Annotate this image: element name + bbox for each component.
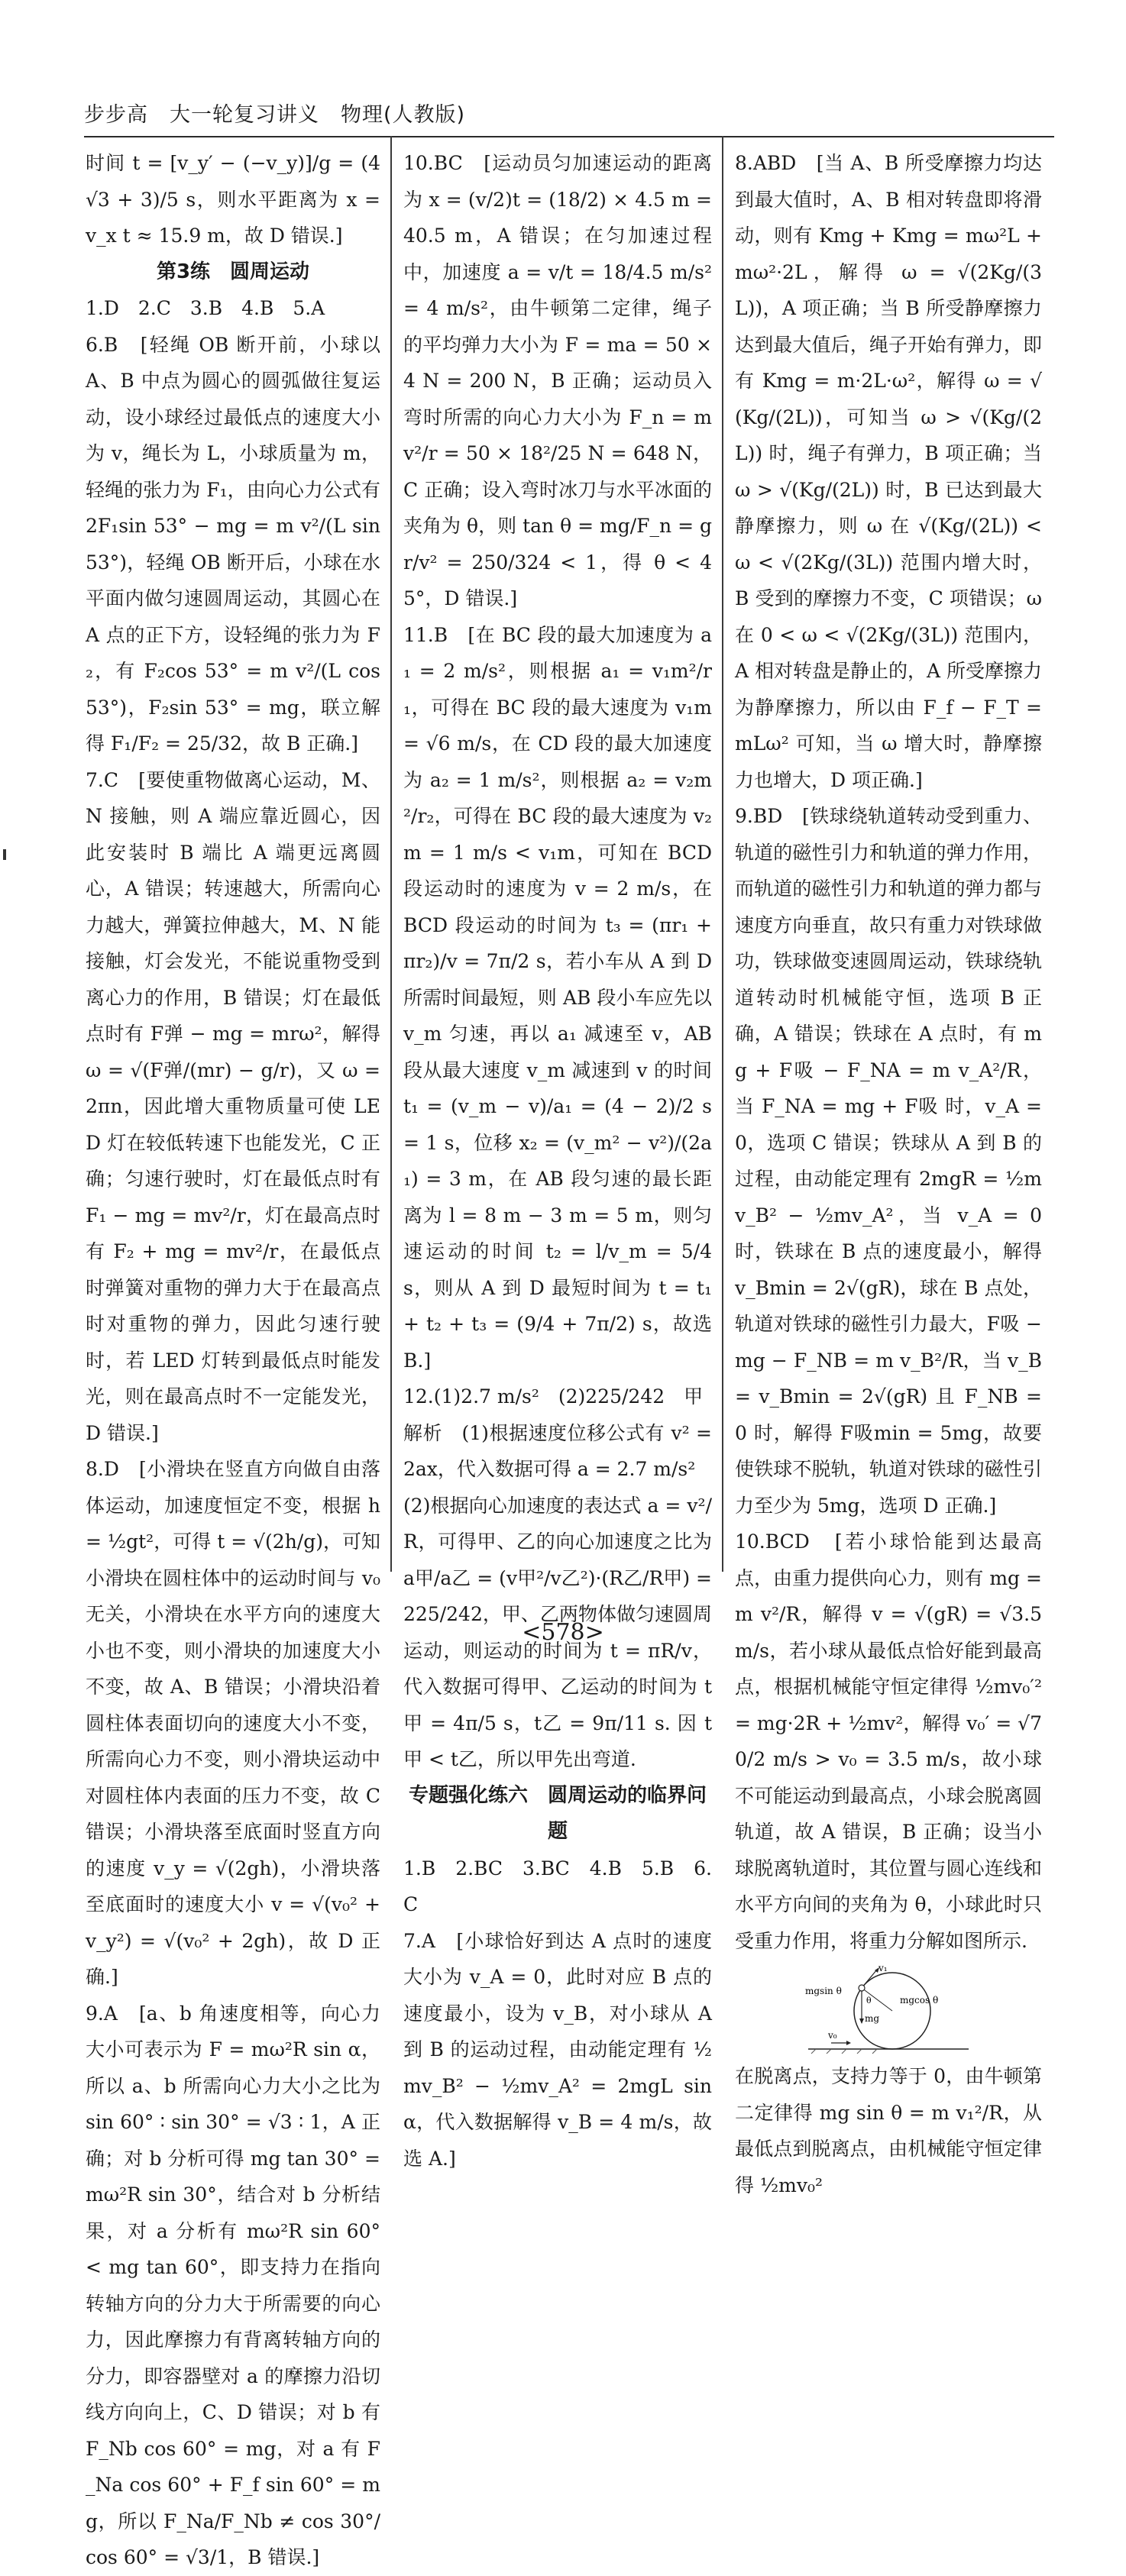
column-divider [390, 136, 392, 1572]
column-divider [722, 136, 723, 1572]
answer-paragraph: 12.(1)2.7 m/s² (2)225/242 甲 [403, 1385, 704, 1408]
answer-paragraph: 11.B [在 BC 段的最大加速度为 a₁ = 2 m/s²，则根据 a₁ = v₁m²/r₁，可得在 BC 段的最大速度为 v₁m = √6 m/s，在 CD 段的最大加速度为 a₂ = 1 m/s²，则根据 a₂ = v₂m²/r₂，可得在 BC 段的最大速度为 v₂m = 1 m/s < v₁m，可知在 BCD 段运动时的速度为 v = 2 m/s，在 BCD 段运动的时间为 t₃ = (πr₁ + πr₂)/v = 7π/2 s，若小车从 A 到 D 所需时间最短，则 AB 段小车应先以 v_m 匀速，再以 a₁ 减速至 v，AB 段从最大速度 v_m 减速到 v 的时间 t₁ = (v_m − v)/a₁ = (4 − 2)/2 s = 1 s，位移 x₂ = (v_m² − v²)/(2a₁) = 3 m，在 AB 段匀速的最长距离为 l = 8 m − 3 m = 5 m，则匀速运动的时间 t₂ = l/v_m = 5/4 s，则从 A 到 D 最短时间为 t = t₁ + t₂ + t₃ = (9/4 + 7π/2) s，故选 B.] [403, 623, 712, 1372]
label-v1: v₁ [878, 1964, 888, 1973]
page-number: <578> [522, 1619, 604, 1646]
section-title: 专题强化练六 圆周运动的临界问题 [408, 1783, 707, 1843]
answer-paragraph: 6.B [轻绳 OB 断开前，小球以 A、B 中点为圆心的圆弧做往复运动，设小球经过最低点的速度大小为 v，绳长为 L，小球质量为 m，轻绳的张力为 F₁，由向心力公式有 2F₁sin 53° − mg = m v²/(L sin 53°)，轻绳 OB 断开后，小球在水平面内做匀速圆周运动，其圆心在 A 点的正下方，设轻绳的张力为 F₂，有 F₂cos 53° = m v²/(L cos 53°)，F₂sin 53° = mg，联立解得 F₁/F₂ = 25/32，故 B 正确.] [86, 333, 380, 755]
label-theta: θ [866, 1996, 872, 2006]
answer-paragraph: 在脱离点，支持力等于 0，由牛顿第二定律得 mg sin θ = m v₁²/R，从最低点到脱离点，由机械能守恒定律得 ½mv₀² [735, 2065, 1042, 2196]
answer-paragraph: 10.BC [运动员匀加速运动的距离为 x = (v/2)t = (18/2) × 4.5 m = 40.5 m，A 错误；在匀加速过程中，加速度 a = v/t = 18/4.5 m/s² = 4 m/s²，由牛顿第二定律，绳子的平均弹力大小为 F = ma = 50 × 4 N = 200 N，B 正确；运动员入弯时所需的向心力大小为 F_n = m v²/r = 50 × 18²/25 N = 648 N，C 正确；设入弯时冰刀与水平冰面的夹角为 θ，则 tan θ = mg/F_n = gr/v² = 250/324 < 1，得 θ < 45°，D 错误.] [403, 152, 712, 609]
answer-paragraph: 7.C [要使重物做离心运动，M、N 接触，则 A 端应靠近圆心，因此安装时 B 端比 A 端更远离圆心，A 错误；转速越大，所需向心力越大，弹簧拉伸越大，M、N 能接触，灯会发光，不能说重物受到离心力的作用，B 错误；灯在最低点时有 F弹 − mg = mrω²，解得 ω = √(F弹/(mr) − g/r)，又 ω = 2πn，因此增大重物质量可使 LED 灯在较低转速下也能发光，C 正确；匀速行驶时，灯在最低点时有 F₁ − mg = mv²/r，灯在最高点时有 F₂ + mg = mv²/r，在最低点时弹簧对重物的弹力大于在最高点时对重物的弹力，因此匀速行驶时，若 LED 灯转到最低点时能发光，则在最高点时不一定能发光，D 错误.] [86, 768, 380, 1444]
initial-velocity-arrowhead [846, 2041, 851, 2045]
section-title: 第3练 圆周运动 [156, 260, 310, 283]
gravity-arrowhead [859, 2018, 864, 2024]
answer-paragraph: 9.A [a、b 角速度相等，向心力大小可表示为 F = mω²R sin α，所以 a、b 所需向心力大小之比为 sin 60° ∶ sin 30° = √3 ∶ 1，A 正确；对 b 分析可得 mg tan 30° = mω²R sin 30°，结合对 b 分析结果，对 a 分析有 mω²R sin 60° < mg tan 60°，即支持力在指向转轴方向的分力大于所需要的向心力，因此摩擦力有背离转轴方向的分力，即容器壁对 a 的摩擦力沿切线方向向上，C、D 错误；对 b 有 F_Nb cos 60° = mg，对 a 有 F_Na cos 60° + F_f sin 60° = mg，所以 F_Na/F_Nb ≠ cos 30°/cos 60° = √3/1，B 错误.] [86, 2002, 380, 2568]
ground-hatching [811, 2049, 877, 2054]
answer-paragraph: 解析 (1)根据速度位移公式有 v² = 2ax，代入数据可得 a = 2.7 m/s² [403, 1421, 712, 1480]
answer-paragraph: 9.BD [铁球绕轨道转动受到重力、轨道的磁性引力和轨道的弹力作用，而轨道的磁性引力和轨道的弹力都与速度方向垂直，故只有重力对铁球做功，铁球做变速圆周运动，铁球绕轨道转动时机械能守恒，选项 B 正确，A 错误；铁球在 A 点时，有 mg + F吸 − F_NA = m v_A²/R，当 F_NA = mg + F吸 时，v_A = 0，选项 C 错误；铁球从 A 到 B 的过程，由动能定理有 2mgR = ½mv_B² − ½mv_A²，当 v_A = 0 时，铁球在 B 点的速度最小，解得 v_Bmin = 2√(gR)，球在 B 点处，轨道对铁球的磁性引力最大，F吸 − mg − F_NB = m v_B²/R，当 v_B = v_Bmin = 2√(gR) 且 F_NB = 0 时，解得 F吸min = 5mg，故要使铁球不脱轨，轨道对铁球的磁性引力至少为 5mg，选项 D 正确.] [735, 805, 1042, 1517]
label-v0: v₀ [828, 2030, 837, 2041]
force-diagram [735, 1964, 1042, 2055]
answer-paragraph: 时间 t = [v_y′ − (−v_y)]/g = (4√3 + 3)/5 s，则水平距离为 x = v_x t ≈ 15.9 m，故 D 错误.] [86, 152, 380, 247]
answer-paragraph: 8.D [小滑块在竖直方向做自由落体运动，加速度恒定不变，根据 h = ½gt²，可得 t = √(2h/g)，可知小滑块在圆柱体中的运动时间与 v₀ 无关，小滑块在水平方向的速度大小也不变，则小滑块的加速度大小不变，故 A、B 错误；小滑块沿着圆柱体表面切向的速度大小不变，所需向心力不变，则小滑块运动中对圆柱体内表面的压力不变，故 C 错误；小滑块落至底面时竖直方向的速度 v_y = √(2gh)，小滑块落至底面时的速度大小 v = √(v₀² + v_y²) = √(v₀² + 2gh)，故 D 正确.] [86, 1458, 380, 1988]
answer-paragraph: 1.D 2.C 3.B 4.B 5.A [86, 297, 325, 319]
label-mgsin: mgsin θ [805, 1986, 842, 1996]
answer-paragraph: 8.ABD [当 A、B 所受摩擦力均达到最大值时，A、B 相对转盘即将滑动，则有 Kmg + Kmg = mω²L + mω²·2L，解得 ω = √(2Kg/(3L))，A 项正确；当 B 所受静摩擦力达到最大值后，绳子开始有弹力，即有 Kmg = m·2L·ω²，解得 ω = √(Kg/(2L))，可知当 ω > √(Kg/(2L)) 时，绳子有弹力，B 项正确；当 ω > √(Kg/(2L)) 时，B 已达到最大静摩擦力，则 ω 在 √(Kg/(2L)) < ω < √(2Kg/(3L)) 范围内增大时，B 受到的摩擦力不变，C 项错误；ω 在 0 < ω < √(2Kg/(3L)) 范围内，A 相对转盘是静止的，A 所受摩擦力为静摩擦力，所以由 F_f − F_T = mLω² 可知，当 ω 增大时，静摩擦力也增大，D 项正确.] [735, 152, 1043, 791]
label-mg: mg [865, 2013, 880, 2024]
margin-mark [3, 849, 6, 860]
answer-paragraph: 7.A [小球恰好到达 A 点时的速度大小为 v_A = 0，此时对应 B 点的速度最小，设为 v_B，对小球从 A 到 B 的运动过程，由动能定理有 ½mv_B² − ½mv_A² = 2mgL sin α，代入数据解得 v_B = 4 m/s，故选 A.] [403, 1929, 712, 2170]
answer-paragraph: (2)根据向心加速度的表达式 a = v²/R，可得甲、乙的向心加速度之比为 a甲/a乙 = (v甲²/v乙²)·(R乙/R甲) = 225/242，甲、乙两物体做匀速圆周运动，则运动的时间为 t = πR/v，代入数据可得甲、乙运动的时间为 t甲 = 4π/5 s，t乙 = 9π/11 s. 因 t甲 < t乙，所以甲先出弯道. [403, 1494, 712, 1770]
page-header: 步步高 大一轮复习讲义 物理(人教版) [84, 103, 466, 127]
label-mgcos: mgcos θ [900, 1995, 939, 2006]
circle-track-diagram [801, 1964, 976, 2055]
header-rule [84, 136, 1054, 137]
column-right [735, 145, 1042, 2203]
ball [859, 1985, 865, 1991]
answer-paragraph: 10.BCD [若小球恰能到达最高点，由重力提供向心力，则有 mg = m v²/R，解得 v = √(gR) = √3.5 m/s，若小球从最低点恰好能到最高点，根据机械能守恒定律得 ½mv₀′² = mg·2R + ½mv²，解得 v₀′ = √70/2 m/s > v₀ = 3.5 m/s，故小球不可能运动到最高点，小球会脱离圆轨道，故 A 错误，B 正确；设当小球脱离轨道时，其位置与圆心连线和水平方向间的夹角为 θ，小球此时只受重力作用，将重力分解如图所示. [735, 1530, 1042, 1952]
column-middle [403, 145, 712, 2177]
velocity-arrow [862, 1970, 877, 1988]
column-left [86, 145, 380, 2576]
answer-paragraph: 1.B 2.BC 3.BC 4.B 5.B 6.C [403, 1857, 712, 1915]
